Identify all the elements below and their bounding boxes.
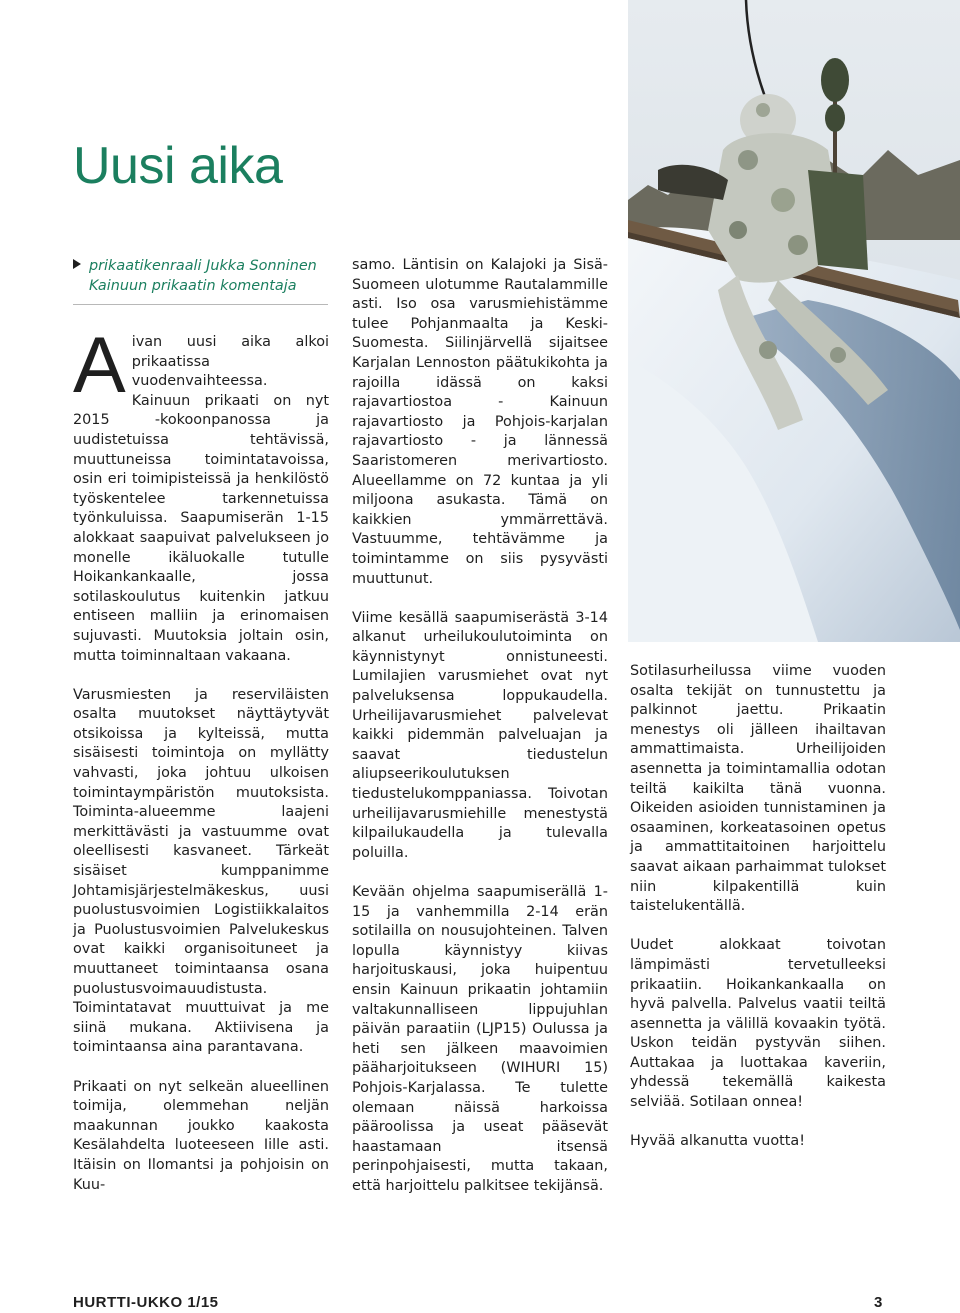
page-number: 3: [874, 1294, 883, 1311]
paragraph: Hyvää alkanutta vuotta!: [630, 1133, 806, 1150]
publication-name: HURTTI-UKKO 1/15: [73, 1294, 219, 1311]
text-column-2: [352, 256, 608, 1197]
article-title: Uusi aika: [73, 137, 283, 195]
bullet-triangle-icon: [73, 259, 81, 269]
paragraph: [73, 320, 329, 666]
text-column-1: [73, 320, 329, 1195]
drop-cap: A: [73, 320, 126, 409]
soldier-in-snow-photo: [628, 0, 960, 642]
paragraph: Varusmiesten ja reserviläisten osalta muutokset näyttäytyvät otsikoissa ja kylteissä, mutta sisäisesti toimintoja on myllätty vahvasti, joka johtuu ulkoisen toimintaympäristön muutoksista. Toiminta-alueemme laajeni merkittävästi ja vastuumme ovat oleellisesti kasvaneet. Tärkeät sisäiset kumppanimme Johtamisjärjestelmäkeskus, uusi puolustusvoimien Logistiikkalaitos ja Puolustusvoimien Palvelukeskus ovat kaikki organisoituneet ja muuttaneet toimintaansa osana puolustusvoimauudistusta. Toimintatavat muuttuivat ja me siinä mukana. Aktiivisena ja toimintaansa aina parantavana.: [73, 686, 329, 1056]
paragraph: Viime kesällä saapumiserästä 3-14 alkanut urheilukoulutoiminta on käynnistynyt onnistuneesti. Lumilajien varusmiehet ovat nyt palveluksensa loppukaudella. Urheilijavarusmiehet palvelevat kaikki pidemmän palveluajan ja saavat tiedustelun aliupseerikoulutuksen tiedustelukomppaniassa. Toivotan urheilijavarusmiehille menestystä kilpailukaudella ja tulevalla poluilla.: [352, 609, 608, 861]
paragraph: Sotilasurheilussa viime vuoden osalta tekijät on tunnustettu ja palkinnot jaettu. Prikaatin menestys oli jälleen ihailtavan ammattimaista. Urheilijoiden asennetta ja toimintamallia odotan teiltä kaikilta tänä vuonna. Oikeiden asioiden tunnistaminen ja osaaminen, korkeatasoinen opetus ja ammattitaitoinen harjoittelu saavat aikaan parhaimmat tulokset niin kilpakentillä kuin taistelukentällä.: [630, 663, 886, 915]
paragraph: Kevään ohjelma saapumiserällä 1-15 ja vanhemmilla 2-14 erän sotilailla on nousujohteinen. Talven lopulla käynnistyy kiivas harjoituskausi, joka huipentuu ensin Kainuun prikaatin johtamiin valtakunnalliseen lippujuhlan päivän paraatiin (LJP15) Oulussa ja heti sen jälkeen maavoimien pääharjoitukseen (WIHURI 15) Pohjois-Karjalassa. Te tulette olemaan näissä harkoissa pääroolissa ja useat pääsevät haastamaan itsensä perinpohjaisesti, mutta takaan, että harjoittelu palkitsee tekijänsä.: [352, 884, 608, 1194]
paragraph: Prikaati on nyt selkeän alueellinen toimija, olemmehan neljän maakunnan joukko kaakosta Kesälahdelta luoteeseen Iille asti. Itäisin on Ilomantsi ja pohjoisin on Kuu-: [73, 1078, 329, 1193]
text-column-3: [630, 662, 886, 1152]
author-name: prikaatikenraali Jukka Sonninen: [89, 258, 317, 274]
paragraph: samo. Läntisin on Kalajoki ja Sisä-Suomeen ulotumme Rautalammille asti. Iso osa varusmiehistämme tulee Pohjanmaalta ja Keski-Suomesta. Siilinjärvellä sijaitsee Karjalan Lennoston päätukikohta ja rajoilla idässä on kaksi rajavartiostoa - Kainuun rajavartiosto ja Pohjois-karjalan rajavartiosto - ja lännessä Saaristomeren merivartiosto. Alueellamme on 72 kuntaa ja yli miljoona asukasta. Tämä on kaikkien ymmärrettävä. Vastuumme, tehtävämme ja toimintamme on siis pysyvästi muuttunut.: [352, 257, 608, 587]
author-title: Kainuun prikaatin komentaja: [89, 278, 297, 294]
author-byline: [73, 256, 328, 305]
paragraph: Uudet alokkaat toivotan lämpimästi tervetulleeksi prikaatiin. Hoikankankaalla on hyvä palvella. Palvelus vaatii teiltä asennetta ja välillä kovaakin työtä. Uskon teidän pystyvän siihen. Auttakaa ja luottakaa kaveriin, yhdessä tekemällä kaikesta selviää. Sotilaan onnea!: [630, 937, 886, 1111]
paragraph-text: ivan uusi aika alkoi prikaatissa vuodenvaihteessa. Kainuun prikaati on nyt 2015 -kokoonpanossa ja uudistetuissa tehtävissä, muuttuneissa toimintatavoissa, osin eri toimipisteissä ja henkilöstö työskentelee tarkennetuissa työnkuluissa. Saapumiserän 1-15 alokkaat saapuivat palvelukseen jo monelle ikäluokalle tutulle Hoikankankaalle, jossa sotilaskoulutus kuitenkin jatkuu entiseen malliin ja erinomaisen sujuvasti. Muutoksia joltain osin, mutta toiminnaltaan vakaana.: [73, 334, 329, 664]
